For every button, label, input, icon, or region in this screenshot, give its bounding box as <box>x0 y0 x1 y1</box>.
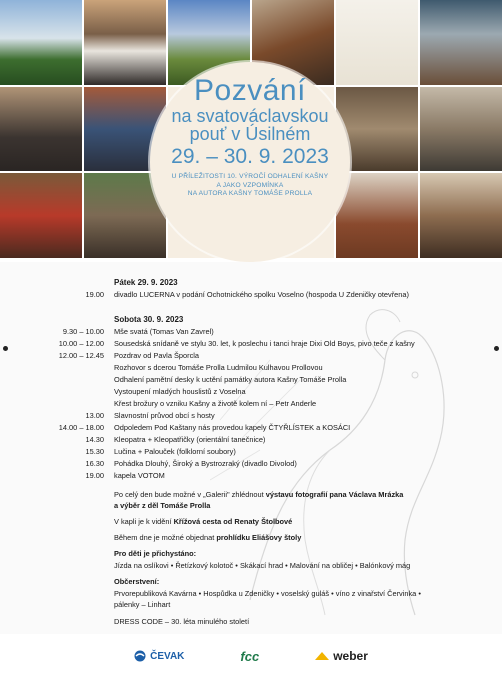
gallery-note <box>114 490 403 499</box>
registration-mark-left <box>3 346 8 351</box>
title-line-1: Pozvání <box>194 74 306 107</box>
day2-time-1: 9.30 – 10.00 <box>62 327 104 336</box>
dress-code: DRESS CODE – 30. léta minulého století <box>114 617 250 626</box>
weber-logo-icon <box>315 652 329 660</box>
gallery-selection: a výběr z děl Tomáše Prolla <box>114 501 211 510</box>
gallery-exhibition: výstavu fotografií pana Václava Mrázka <box>265 490 404 499</box>
day1-item-1: divadlo LUCERNA v podání Ochotnického spolku Voselno (hospoda U Zdeničky otevřena) <box>114 290 409 299</box>
photo-figures <box>0 87 82 172</box>
title-circle <box>150 62 350 262</box>
gallery-text: Po celý den bude možné v „Galerii" zhlédnout <box>114 490 266 499</box>
photo-craftsman <box>420 173 502 258</box>
photo-child <box>0 173 82 258</box>
subtitle-line-3: NA AUTORA KAŠNY TOMÁŠE PROLLA <box>187 189 313 197</box>
day2-item-13: kapela VOTOM <box>114 471 165 480</box>
day2-item-4: Rozhovor s dcerou Tomáše Prolla Ludmilou Kulhavou Prollovou <box>114 363 323 372</box>
cevak-logo-icon <box>134 650 146 662</box>
photo-sketch <box>336 0 418 85</box>
sponsor-cevak-name: ČEVAK <box>150 650 185 662</box>
day2-time-2: 10.00 – 12.00 <box>58 339 104 348</box>
food-heading: Občerstvení: <box>114 577 160 586</box>
day2-item-8: Slavnostní průvod obcí s hosty <box>114 411 215 420</box>
day2-time-9: 14.00 – 18.00 <box>58 423 104 432</box>
registration-mark-right <box>494 346 499 351</box>
day2-item-12: Pohádka Dlouhý, Široký a Bystrozraký (divadlo Divolod) <box>114 459 297 468</box>
chapel-cross-way: Křížová cesta od Renaty Štolbové <box>173 517 293 526</box>
day2-time-8: 13.00 <box>85 411 104 420</box>
day2-time-3: 12.00 – 12.45 <box>58 351 104 360</box>
day2-time-10: 14.30 <box>85 435 104 444</box>
day1-time-1: 19.00 <box>85 290 104 299</box>
sponsor-cevak <box>134 650 184 662</box>
kids-heading: Pro děti je přichystáno: <box>114 549 197 558</box>
booklet-tour: prohlídku Eliášovy štoly <box>216 533 302 542</box>
day2-heading: Sobota 30. 9. 2023 <box>114 315 184 324</box>
day2-item-11: Lučina + Palouček (folklorní soubory) <box>114 447 236 456</box>
day2-item-10: Kleopatra + Kleopatřičky (orientální tanečnice) <box>114 435 266 444</box>
event-dates: 29. – 30. 9. 2023 <box>171 145 329 169</box>
photo-fountain <box>336 173 418 258</box>
chapel-note <box>114 517 292 526</box>
day2-item-5: Odhalení pamětní desky k uctění památky autora Kašny Tomáše Prolla <box>114 375 347 384</box>
sponsor-fcc-name: fcc <box>240 648 260 664</box>
subtitle-line-1: U PŘÍLEŽITOSTI 10. VÝROČÍ ODHALENÍ KAŠNY <box>171 173 329 181</box>
sponsor-weber-name: weber <box>333 649 368 663</box>
kids-activities: Jízda na oslíkovi • Řetízkový kolotoč • Skákací hrad • Malování na obličej • Balónkový mág <box>114 561 411 570</box>
food-list-1: Prvorepubliková Kavárna • Hospůdka u Zdeničky • voselský guláš • víno z vinařství Červinka • <box>114 589 421 598</box>
sponsor-weber <box>315 649 368 663</box>
day2-item-6: Vystoupení mladých houslistů z Voselna <box>114 387 246 396</box>
day2-item-1: Mše svatá (Tomas Van Zavrel) <box>114 327 214 336</box>
food-list-2: pálenky – Linhart <box>114 600 171 609</box>
title-line-2: na svatováclavskou <box>171 105 329 126</box>
booklet-text: Během dne je možné objednat <box>114 533 217 542</box>
day2-time-11: 15.30 <box>85 447 104 456</box>
day1-heading: Pátek 29. 9. 2023 <box>114 278 178 287</box>
day2-item-3: Pozdrav od Pavla Šporcla <box>114 351 200 360</box>
sponsor-logos <box>0 636 502 676</box>
subtitle-line-2: A JAKO VZPOMÍNKA <box>216 181 284 189</box>
booklet-note <box>114 533 301 542</box>
photo-old-man <box>420 0 502 85</box>
day2-time-12: 16.30 <box>85 459 104 468</box>
photo-men <box>420 87 502 172</box>
day2-time-13: 19.00 <box>85 471 104 480</box>
title-line-3: pouť v Úsilném <box>189 123 311 144</box>
day2-item-9: Odpoledem Pod Kaštany nás provedou kapely ČTYŘLÍSTEK a KOSÁCI <box>114 423 351 432</box>
sponsor-fcc <box>240 649 259 664</box>
day2-item-2: Sousedská snídaně ve stylu 30. let, k poslechu i tanci hraje Dixi Old Boys, pivo teče z kašny <box>114 339 415 348</box>
chapel-text: V kapli je k vidění <box>114 517 174 526</box>
subtitle <box>172 173 329 198</box>
photo-church <box>0 0 82 85</box>
photo-couple <box>84 0 166 85</box>
day2-item-7: Křest brožury o vzniku Kašny a životě kolem ní – Petr Anderle <box>114 399 317 408</box>
